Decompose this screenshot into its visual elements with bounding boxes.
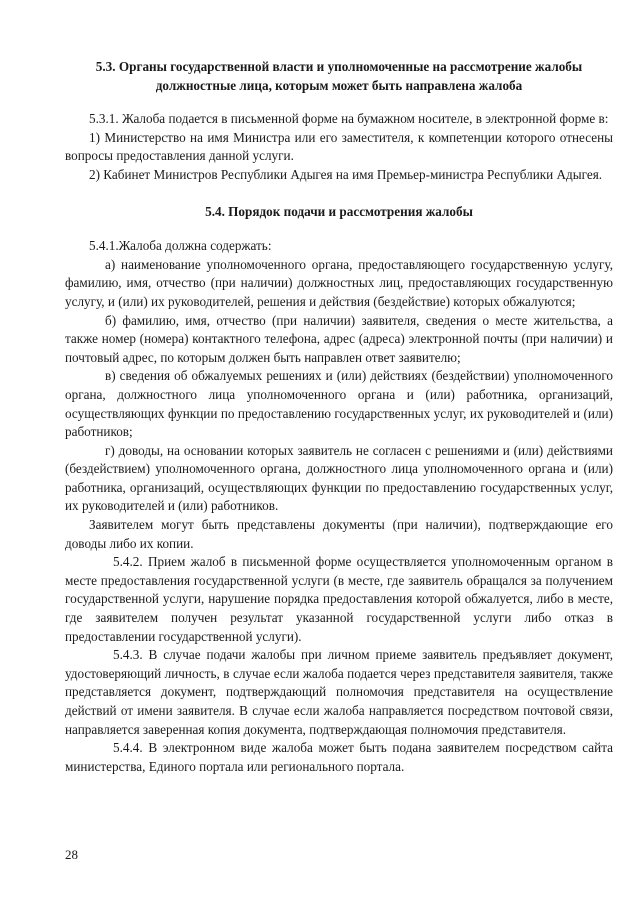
paragraph-5-4-1-intro: 5.4.1.Жалоба должна содержать:	[89, 238, 272, 254]
paragraph-5-3-1-item-1: 1) Министерство на имя Министра или его заместителя, к компетенции которого отнесены вопросы предоставления данной услуги.	[65, 129, 613, 164]
document-page	[65, 46, 613, 776]
page-number: 28	[65, 847, 78, 862]
paragraph-5-4-3: 5.4.3. В случае подачи жалобы при личном приеме заявитель предъявляет документ, удостоверяющий личность, в случае если жалоба подается через представителя заявителя, также представляется документ, подтверждающий полномочия представителя на осуществление действий от имени заявителя. В случае если жалоба направляется посредством почтовой связи, направляется заверенная копия документа, подтверждающая полномочия представителя.	[65, 647, 613, 737]
section-5-3-heading: 5.3. Органы государственной власти и уполномоченные на рассмотрение жалобы должностные лица, которым может быть направлена жалоба	[95, 59, 583, 93]
paragraph-5-3-1: 5.3.1. Жалоба подается в письменной форме на бумажном носителе, в электронной форме в:	[89, 111, 609, 127]
list-item-g: г) доводы, на основании которых заявитель не согласен с решениями и (или) действиями (бездействием) уполномоченного органа, должностного лица уполномоченного органа и (или) работника, организаций, осуществляющих функции по предоставлению государственных услуг, их руководителей и (или) работников.	[65, 442, 613, 514]
list-item-v: в) сведения об обжалуемых решениях и (или) действиях (бездействии) уполномоченного органа, должностного лица уполномоченного органа и (или) работника, организаций, осуществляющих функции по предоставлению государственных услуг, их руководителей и (или) работников;	[65, 368, 613, 440]
documents-note: Заявителем могут быть представлены документы (при наличии), подтверждающие его доводы либо их копии.	[65, 517, 613, 551]
list-item-b: б) фамилию, имя, отчество (при наличии) заявителя, сведения о месте жительства, а также номер (номера) контактного телефона, адрес (адреса) электронной почты (при наличии) и почтовый адрес, по которым должен быть направлен ответ заявителю;	[65, 312, 613, 365]
paragraph-5-4-2: 5.4.2. Прием жалоб в письменной форме осуществляется уполномоченным органом в месте предоставления государственной услуги (в месте, где заявитель обращался за получением государственной услуги, нарушение порядка предоставления которой обжалуется, либо в месте, где заявителем получен результат указанной государственной услуги либо отказ в предоставлении государственной услуги).	[65, 554, 613, 644]
paragraph-5-4-4: 5.4.4. В электронном виде жалоба может быть подана заявителем посредством сайта министерства, Единого портала или регионального портала.	[65, 740, 613, 774]
paragraph-5-3-1-item-2: 2) Кабинет Министров Республики Адыгея на имя Премьер-министра Республики Адыгея.	[89, 166, 603, 182]
list-item-a: а) наименование уполномоченного органа, предоставляющего государственную услугу, фамилию, имя, отчество (при наличии) должностных лиц, предоставляющих государственную услугу, и (или) их руководителей, решения и действия (бездействие) которых обжалуются;	[65, 256, 613, 309]
section-5-4-heading: 5.4. Порядок подачи и рассмотрения жалобы	[205, 203, 473, 219]
